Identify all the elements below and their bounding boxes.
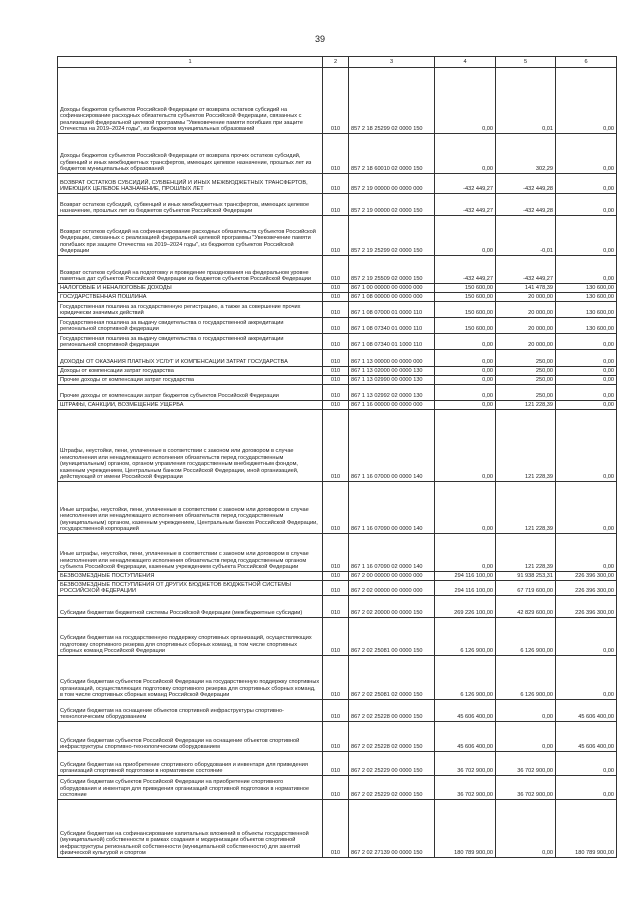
row-code: 010 [323,410,349,482]
row-name: ВОЗВРАТ ОСТАТКОВ СУБСИДИЙ, СУБВЕНЦИЙ И ИНЫХ МЕЖБЮДЖЕТНЫХ ТРАНСФЕРТОВ, ИМЕЮЩИХ ЦЕЛЕВОЕ НАЗНАЧЕНИЕ, ПРОШЛЫХ ЛЕТ [58,174,323,194]
row-name: Государственная пошлина за выдачу свидетельства о государственной аккредитации региональной спортивной федерации [58,318,323,334]
table-row [58,410,617,482]
row-value-col4: -432 449,27 [435,174,496,194]
row-value-col4: 150 600,00 [435,318,496,334]
row-value-col6: 0,00 [556,68,617,134]
column-header: 5 [496,57,556,68]
row-value-col6: 0,00 [556,216,617,256]
row-value-col5: -0,01 [496,216,556,256]
row-value-col6: 0,00 [556,367,617,376]
row-code: 010 [323,68,349,134]
table-row [58,656,617,700]
row-value-col6: 0,00 [556,752,617,776]
row-value-col6: 180 789 900,00 [556,800,617,858]
row-name: Субсидии бюджетам субъектов Российской Федерации на приобретение спортивного оборудования и инвентаря для приведения организаций спортивной подготовки в нормативное состояние [58,776,323,800]
table-row [58,596,617,618]
table-row [58,385,617,401]
table-row [58,216,617,256]
row-value-col6: 0,00 [556,385,617,401]
row-value-col4: 294 116 100,00 [435,572,496,581]
row-value-col6: 0,00 [556,334,617,350]
row-budget-code: 867 1 08 07340 01 1000 110 [349,334,435,350]
row-code: 010 [323,284,349,293]
row-value-col6: 130 600,00 [556,318,617,334]
row-value-col4: 0,00 [435,534,496,572]
table-row [58,318,617,334]
row-name: БЕЗВОЗМЕЗДНЫЕ ПОСТУПЛЕНИЯ [58,572,323,581]
table-row [58,482,617,534]
revenue-table [57,56,617,858]
table-row [58,752,617,776]
row-value-col5: 20 000,00 [496,293,556,302]
row-value-col4: 0,00 [435,482,496,534]
row-value-col6: 0,00 [556,376,617,385]
row-value-col6: 0,00 [556,134,617,174]
row-value-col5: 0,01 [496,68,556,134]
row-name: Иные штрафы, неустойки, пени, уплаченные в соответствии с законом или договором в случае неисполнения или ненадлежащего исполнения обязательств перед государственным (муниципальным) органом, казенным учреждением, Центральным банком Российской Федерации, государственной корпорацией [58,482,323,534]
row-code: 010 [323,216,349,256]
row-value-col5: -432 449,28 [496,194,556,216]
row-value-col4: 0,00 [435,376,496,385]
row-value-col4: 180 789 900,00 [435,800,496,858]
row-value-col6: 0,00 [556,256,617,284]
row-budget-code: 867 2 02 25081 02 0000 150 [349,656,435,700]
row-value-col5: 20 000,00 [496,334,556,350]
row-name: Государственная пошлина за государственную регистрацию, а также за совершение прочих юридически значимых действий [58,302,323,318]
table-row [58,134,617,174]
row-value-col6: 0,00 [556,174,617,194]
row-value-col5: 91 938 253,31 [496,572,556,581]
row-budget-code: 867 2 02 25229 02 0000 150 [349,776,435,800]
row-value-col5: 121 228,39 [496,410,556,482]
table-row [58,581,617,596]
row-name: ДОХОДЫ ОТ ОКАЗАНИЯ ПЛАТНЫХ УСЛУГ И КОМПЕНСАЦИИ ЗАТРАТ ГОСУДАРСТВА [58,350,323,367]
row-value-col6: 226 396 300,00 [556,581,617,596]
row-budget-code: 867 2 02 25081 00 0000 150 [349,618,435,656]
row-budget-code: 857 2 19 00000 02 0000 150 [349,194,435,216]
row-value-col4: 45 606 400,00 [435,722,496,752]
row-budget-code: 867 1 16 07090 00 0000 140 [349,482,435,534]
row-value-col5: 121 228,39 [496,401,556,410]
row-value-col6: 130 600,00 [556,293,617,302]
row-name: НАЛОГОВЫЕ И НЕНАЛОГОВЫЕ ДОХОДЫ [58,284,323,293]
row-value-col4: 0,00 [435,410,496,482]
table-row [58,572,617,581]
row-code: 010 [323,534,349,572]
row-value-col5: -432 449,27 [496,256,556,284]
row-value-col4: -432 449,27 [435,256,496,284]
row-budget-code: 867 1 08 07340 01 0000 110 [349,318,435,334]
row-value-col4: 0,00 [435,216,496,256]
row-value-col4: 0,00 [435,401,496,410]
table-row [58,401,617,410]
row-name: Возврат остатков субсидий, субвенций и иных межбюджетных трансфертов, имеющих целевое назначение, прошлых лет из бюджетов субъектов Российской Федерации [58,194,323,216]
row-value-col5: 121 228,39 [496,482,556,534]
row-code: 010 [323,174,349,194]
row-value-col5: 0,00 [496,722,556,752]
row-value-col4: 36 702 900,00 [435,776,496,800]
table-row [58,618,617,656]
row-value-col4: 6 126 900,00 [435,656,496,700]
row-budget-code: 867 2 02 25228 02 0000 150 [349,722,435,752]
row-budget-code: 867 2 02 20000 00 0000 150 [349,596,435,618]
row-budget-code: 867 1 16 00000 00 0000 000 [349,401,435,410]
row-code: 010 [323,596,349,618]
row-value-col6: 45 606 400,00 [556,700,617,722]
row-value-col4: 0,00 [435,134,496,174]
row-code: 010 [323,722,349,752]
row-budget-code: 867 1 00 00000 00 0000 000 [349,284,435,293]
row-budget-code: 867 2 02 27139 00 0000 150 [349,800,435,858]
row-value-col5: 0,00 [496,700,556,722]
row-budget-code: 867 1 16 07000 00 0000 140 [349,410,435,482]
row-value-col6: 0,00 [556,410,617,482]
table-row [58,284,617,293]
row-budget-code: 867 1 13 00000 00 0000 000 [349,350,435,367]
row-budget-code: 867 2 00 00000 00 0000 000 [349,572,435,581]
row-budget-code: 857 2 19 00000 00 0000 000 [349,174,435,194]
row-name: Субсидии бюджетам субъектов Российской Федерации на государственную поддержку спортивных организаций, осуществляющих подготовку спортивного резерва для спортивных сборных команд, в том числе спортивных сборных команд Российской Федерации [58,656,323,700]
row-value-col6: 226 396 300,00 [556,572,617,581]
table-row [58,776,617,800]
table-row [58,68,617,134]
row-value-col4: 150 600,00 [435,302,496,318]
row-value-col4: -432 449,27 [435,194,496,216]
row-code: 010 [323,776,349,800]
table-row [58,174,617,194]
row-budget-code: 867 1 13 02000 00 0000 130 [349,367,435,376]
row-value-col4: 0,00 [435,367,496,376]
column-header: 6 [556,57,617,68]
row-value-col5: 67 719 600,00 [496,581,556,596]
row-name: Возврат остатков субсидий на подготовку и проведение празднования на федеральном уровне памятных дат субъектов Российской Федерации из бюджетов субъектов Российской Федерации [58,256,323,284]
table-row [58,367,617,376]
row-code: 010 [323,800,349,858]
row-code: 010 [323,618,349,656]
row-value-col4: 0,00 [435,334,496,350]
table-row [58,194,617,216]
row-code: 010 [323,572,349,581]
row-value-col4: 0,00 [435,68,496,134]
row-value-col6: 45 606 400,00 [556,722,617,752]
row-name: Субсидии бюджетам на софинансирование капитальных вложений в объекты государственной (муниципальной) собственности в рамках создания и модернизации объектов спортивной инфраструктуры региональной собственности (муниципальной собственности) для занятий физической культурой и спортом [58,800,323,858]
row-code: 010 [323,302,349,318]
row-value-col4: 0,00 [435,350,496,367]
row-value-col5: 121 228,39 [496,534,556,572]
table-row [58,534,617,572]
column-header: 3 [349,57,435,68]
row-value-col5: 36 702 900,00 [496,776,556,800]
row-value-col5: -432 449,28 [496,174,556,194]
row-budget-code: 867 2 02 00000 00 0000 000 [349,581,435,596]
row-value-col5: 6 126 900,00 [496,656,556,700]
row-code: 010 [323,293,349,302]
row-code: 010 [323,581,349,596]
row-name: Субсидии бюджетам на оснащение объектов спортивной инфраструктуры спортивно-технологическим оборудованием [58,700,323,722]
row-value-col6: 0,00 [556,350,617,367]
row-name: БЕЗВОЗМЕЗДНЫЕ ПОСТУПЛЕНИЯ ОТ ДРУГИХ БЮДЖЕТОВ БЮДЖЕТНОЙ СИСТЕМЫ РОССИЙСКОЙ ФЕДЕРАЦИИ [58,581,323,596]
table-row [58,350,617,367]
page-number: 39 [314,34,325,44]
table-row [58,722,617,752]
row-code: 010 [323,367,349,376]
table-row [58,800,617,858]
row-value-col5: 20 000,00 [496,318,556,334]
row-name: Доходы от компенсации затрат государства [58,367,323,376]
row-code: 010 [323,482,349,534]
row-value-col6: 0,00 [556,776,617,800]
row-value-col6: 0,00 [556,401,617,410]
row-value-col5: 250,00 [496,385,556,401]
row-value-col5: 20 000,00 [496,302,556,318]
row-value-col5: 250,00 [496,350,556,367]
row-value-col5: 250,00 [496,367,556,376]
row-code: 010 [323,134,349,174]
row-value-col5: 36 702 900,00 [496,752,556,776]
row-budget-code: 867 1 13 02990 00 0000 130 [349,376,435,385]
row-code: 010 [323,656,349,700]
row-name: Возврат остатков субсидий на софинансирование расходных обязательств субъектов Российской Федерации, связанных с реализацией федеральной целевой программы "Увековечение памяти погибших при защите Отечества на 2019–2024 годы", из бюджетов субъектов Российской Федерации [58,216,323,256]
row-code: 010 [323,700,349,722]
row-budget-code: 857 2 18 25299 02 0000 150 [349,68,435,134]
table-row [58,700,617,722]
row-value-col6: 0,00 [556,194,617,216]
row-name: Субсидии бюджетам субъектов Российской Федерации на оснащение объектов спортивной инфраструктуры спортивно-технологическим оборудованием [58,722,323,752]
row-name: Штрафы, неустойки, пени, уплаченные в соответствии с законом или договором в случае неисполнения или ненадлежащего исполнения обязательств перед государственным (муниципальным) органом, органом управления государственным внебюджетным фондом, казенным учреждением, Центральным банком Российской Федерации, иной организацией, действующей от имени Российской Федерации [58,410,323,482]
table-body [58,68,617,858]
row-code: 010 [323,401,349,410]
column-header: 2 [323,57,349,68]
row-value-col6: 130 600,00 [556,302,617,318]
row-name: Субсидии бюджетам бюджетной системы Российской Федерации (межбюджетные субсидии) [58,596,323,618]
row-budget-code: 867 1 08 00000 00 0000 000 [349,293,435,302]
table-row [58,293,617,302]
row-budget-code: 857 2 18 60010 02 0000 150 [349,134,435,174]
row-value-col4: 269 226 100,00 [435,596,496,618]
row-value-col5: 302,29 [496,134,556,174]
row-code: 010 [323,334,349,350]
row-value-col4: 6 126 900,00 [435,618,496,656]
row-value-col6: 130 600,00 [556,284,617,293]
row-value-col6: 226 396 300,00 [556,596,617,618]
row-value-col5: 42 829 600,00 [496,596,556,618]
row-name: Доходы бюджетов субъектов Российской Федерации от возврата прочих остатков субсидий, субвенций и иных межбюджетных трансфертов, имеющих целевое назначение, прошлых лет из бюджетов муниципальных образований [58,134,323,174]
row-budget-code: 867 1 08 07000 01 0000 110 [349,302,435,318]
row-name: Прочие доходы от компенсации затрат бюджетов субъектов Российской Федерации [58,385,323,401]
table-row [58,256,617,284]
row-budget-code: 857 2 19 25299 02 0000 150 [349,216,435,256]
row-name: Субсидии бюджетам на государственную поддержку спортивных организаций, осуществляющих подготовку спортивного резерва для спортивных сборных команд, в том числе спортивных сборных команд Российской Федерации [58,618,323,656]
row-budget-code: 867 2 02 25228 00 0000 150 [349,700,435,722]
column-header: 4 [435,57,496,68]
row-value-col6: 0,00 [556,534,617,572]
table-row [58,302,617,318]
row-name: Прочие доходы от компенсации затрат государства [58,376,323,385]
row-value-col5: 141 478,39 [496,284,556,293]
row-value-col4: 150 600,00 [435,293,496,302]
row-value-col6: 0,00 [556,656,617,700]
row-budget-code: 867 1 16 07090 02 0000 140 [349,534,435,572]
row-name: ШТРАФЫ, САНКЦИИ, ВОЗМЕЩЕНИЕ УЩЕРБА [58,401,323,410]
row-code: 010 [323,385,349,401]
row-value-col5: 6 126 900,00 [496,618,556,656]
row-value-col4: 150 600,00 [435,284,496,293]
row-code: 010 [323,194,349,216]
row-value-col4: 0,00 [435,385,496,401]
row-name: Субсидии бюджетам на приобретение спортивного оборудования и инвентаря для приведения организаций спортивной подготовки в нормативное состояние [58,752,323,776]
table-row [58,334,617,350]
row-code: 010 [323,318,349,334]
row-value-col5: 0,00 [496,800,556,858]
row-budget-code: 867 2 02 25229 00 0000 150 [349,752,435,776]
row-code: 010 [323,256,349,284]
row-code: 010 [323,350,349,367]
row-name: Доходы бюджетов субъектов Российской Федерации от возврата остатков субсидий на софинансирование расходных обязательств субъектов Российской Федерации, связанных с реализацией федеральной целевой программы "Увековечение памяти погибших при защите Отечества на 2019–2024 годы", из бюджетов муниципальных образований [58,68,323,134]
row-budget-code: 857 2 19 25509 02 0000 150 [349,256,435,284]
row-value-col5: 250,00 [496,376,556,385]
row-code: 010 [323,752,349,776]
row-budget-code: 867 1 13 02992 02 0000 130 [349,385,435,401]
row-value-col6: 0,00 [556,482,617,534]
row-value-col4: 36 702 900,00 [435,752,496,776]
row-name: Государственная пошлина за выдачу свидетельства о государственной аккредитации региональной спортивной федерации [58,334,323,350]
column-header: 1 [58,57,323,68]
row-name: Иные штрафы, неустойки, пени, уплаченные в соответствии с законом или договором в случае неисполнения или ненадлежащего исполнения обязательств перед государственным органом субъекта Российской Федерации, казенным учреждением субъекта Российской Федерации [58,534,323,572]
row-value-col6: 0,00 [556,618,617,656]
row-value-col4: 294 116 100,00 [435,581,496,596]
table-header-row [58,57,617,68]
table-row [58,376,617,385]
row-value-col4: 45 606 400,00 [435,700,496,722]
row-code: 010 [323,376,349,385]
row-name: ГОСУДАРСТВЕННАЯ ПОШЛИНА [58,293,323,302]
